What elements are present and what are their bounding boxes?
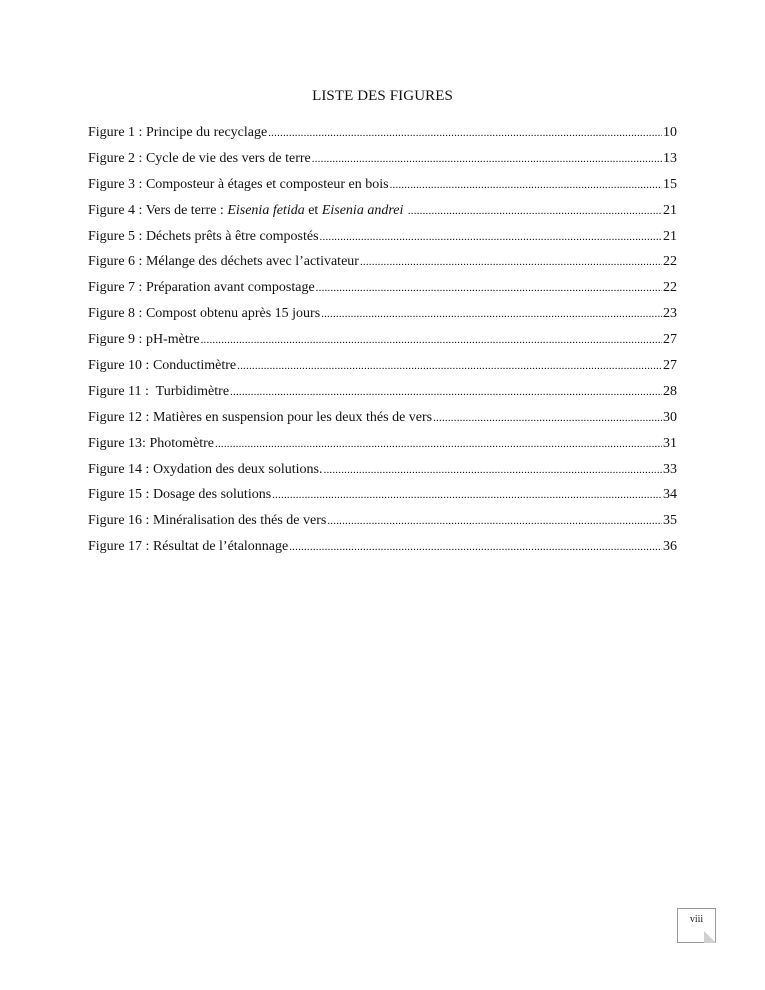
entry-page-number: 15 <box>663 176 677 192</box>
entry-page-number: 21 <box>663 202 677 218</box>
entry-page-number: 22 <box>663 254 677 270</box>
dot-leader <box>215 435 662 453</box>
page-curl-icon <box>704 931 716 943</box>
entry-page-number: 28 <box>663 383 677 399</box>
entry-label: Figure 16 : Minéralisation des thés de vers <box>88 513 327 529</box>
entry-label: Figure 1 : Principe du recyclage <box>88 125 268 140</box>
entry-label: Figure 11 : Turbidimètre <box>88 383 230 399</box>
entry-page-number: 13 <box>663 150 677 166</box>
dot-leader <box>312 150 662 168</box>
species-name: Eisenia fetida <box>227 202 305 218</box>
dot-leader <box>237 357 662 375</box>
entry-page-number: 33 <box>663 461 677 477</box>
figure-list <box>88 124 677 564</box>
list-item[interactable] <box>88 486 677 512</box>
entry-label: Figure 2 : Cycle de vie des vers de terre <box>88 150 311 166</box>
entry-label: Figure 10 : Conductimètre <box>88 358 237 374</box>
list-item[interactable] <box>88 253 677 279</box>
dot-leader <box>433 409 662 427</box>
list-item[interactable] <box>88 279 677 305</box>
page-title: LISTE DES FIGURES <box>312 88 453 104</box>
entry-label: Figure 8 : Compost obtenu après 15 jours <box>88 306 321 322</box>
dot-leader <box>289 538 662 556</box>
dot-leader <box>316 279 662 297</box>
list-item[interactable] <box>88 150 677 176</box>
entry-label <box>88 202 407 220</box>
entry-label: Figure 7 : Préparation avant compostage <box>88 280 315 296</box>
entry-label: Figure 5 : Déchets prêts à être compostés <box>88 228 319 244</box>
list-item[interactable] <box>88 124 677 150</box>
entry-label: Figure 15 : Dosage des solutions <box>88 487 272 503</box>
entry-page-number: 27 <box>663 332 677 348</box>
list-item[interactable] <box>88 435 677 461</box>
list-item[interactable] <box>88 176 677 202</box>
entry-label: Figure 12 : Matières en suspension pour les deux thés de vers <box>88 409 433 425</box>
entry-label: Figure 9 : pH-mètre <box>88 332 200 348</box>
entry-page-number: 10 <box>663 125 677 140</box>
list-item[interactable] <box>88 202 677 228</box>
dot-leader <box>268 124 662 142</box>
entry-label: Figure 3 : Composteur à étages et composteur en bois <box>88 176 389 192</box>
page-number-box <box>677 908 716 943</box>
dot-leader <box>201 331 662 349</box>
entry-label: Figure 17 : Résultat de l’étalonnage <box>88 539 289 555</box>
dot-leader <box>272 486 662 504</box>
list-item[interactable] <box>88 357 677 383</box>
dot-leader <box>360 253 662 271</box>
list-item[interactable] <box>88 331 677 357</box>
species-name: Eisenia andrei <box>321 202 404 218</box>
list-item[interactable] <box>88 538 677 564</box>
dot-leader <box>324 461 663 479</box>
entry-page-number: 21 <box>663 228 677 244</box>
dot-leader <box>230 383 662 401</box>
list-item[interactable] <box>88 512 677 538</box>
entry-page-number: 27 <box>663 358 677 374</box>
entry-label-conjunction: et <box>304 202 322 218</box>
list-item[interactable] <box>88 305 677 331</box>
dot-leader <box>320 228 662 246</box>
entry-page-number: 23 <box>663 306 677 322</box>
page-number: viii <box>689 914 704 925</box>
dot-leader <box>327 512 662 530</box>
entry-label: Figure 6 : Mélange des déchets avec l’activateur <box>88 254 359 270</box>
entry-label: Figure 13: Photomètre <box>88 435 214 451</box>
dot-leader <box>408 202 662 220</box>
entry-page-number: 36 <box>663 539 677 555</box>
list-item[interactable] <box>88 383 677 409</box>
entry-page-number: 34 <box>663 487 677 503</box>
entry-label: Figure 14 : Oxydation des deux solutions. <box>88 461 323 477</box>
entry-page-number: 30 <box>663 409 677 425</box>
entry-page-number: 35 <box>663 513 677 529</box>
list-item[interactable] <box>88 409 677 435</box>
entry-label-prefix: Figure 4 : Vers de terre : <box>88 202 228 218</box>
list-item[interactable] <box>88 461 677 487</box>
list-item[interactable] <box>88 228 677 254</box>
dot-leader <box>321 305 662 323</box>
dot-leader <box>390 176 662 194</box>
entry-page-number: 31 <box>663 435 677 451</box>
entry-page-number: 22 <box>663 280 677 296</box>
